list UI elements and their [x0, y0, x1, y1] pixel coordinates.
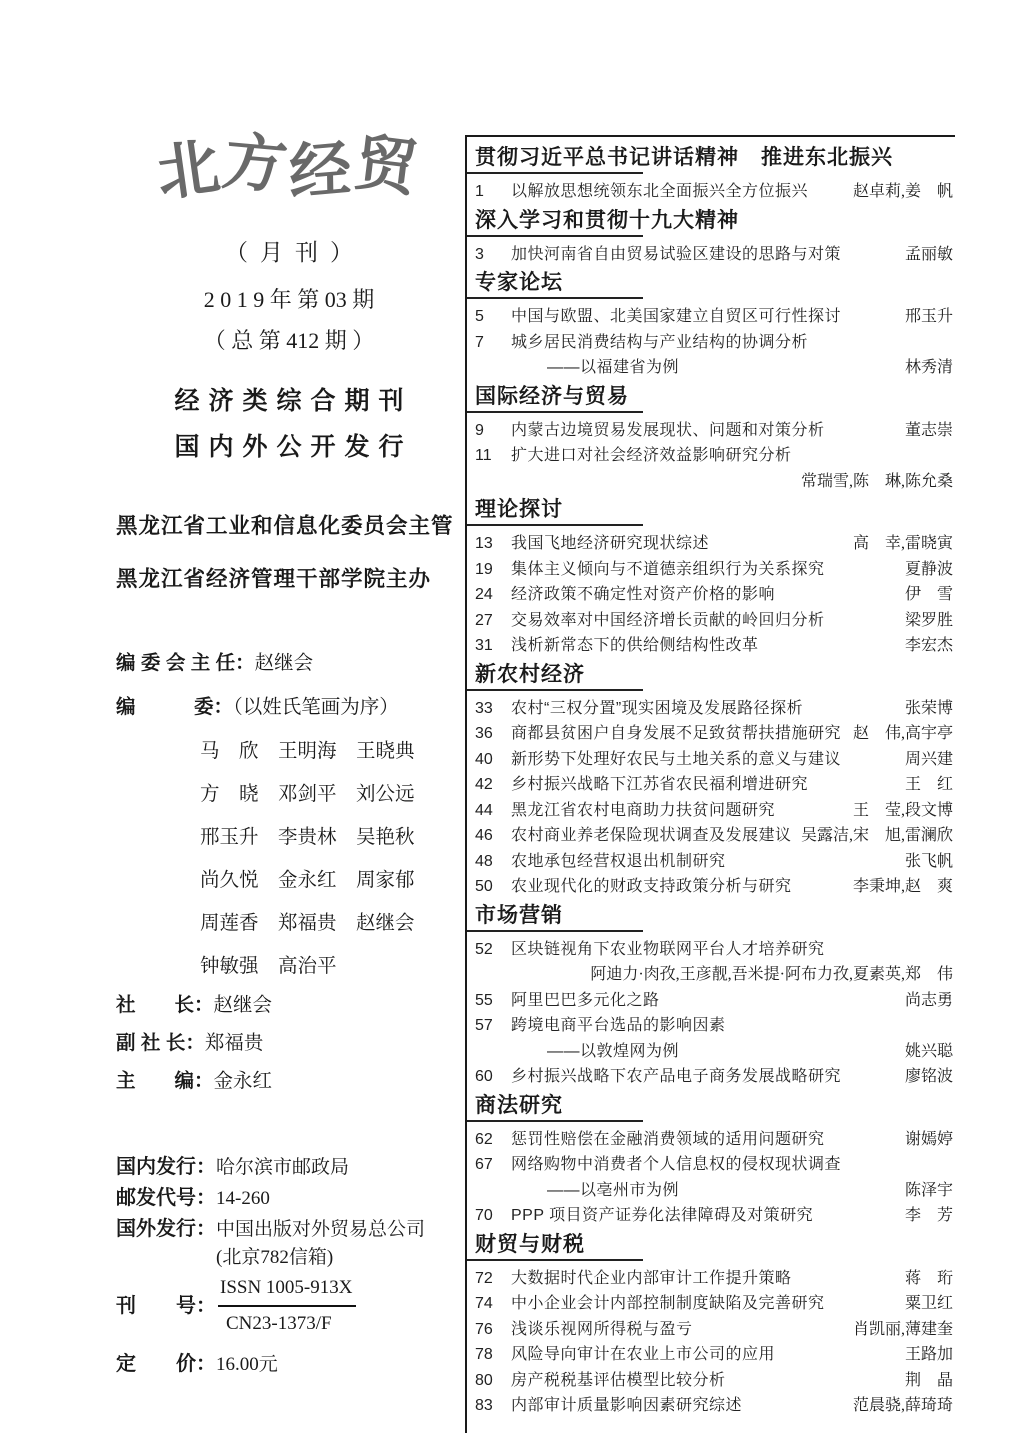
toc-entry-row — [467, 582, 953, 608]
toc-section — [467, 270, 953, 381]
entry-title: 以解放思想统领东北全面振兴全方位振兴 — [511, 183, 809, 200]
entry-title: 黑龙江省农村电商助力扶贫问题研究 — [511, 801, 776, 819]
section-title: 市场营销 — [475, 903, 563, 927]
section-title-underline — [467, 1259, 643, 1261]
entry-subtitle-row — [467, 1039, 953, 1065]
president-name: 赵继会 — [213, 995, 273, 1016]
page-number: 13 — [475, 535, 493, 552]
section-title: 国际经济与贸易 — [475, 384, 629, 408]
entry-title: 农村商业养老保险现状调查及发展建议 — [511, 827, 792, 844]
postal-code-label: 邮发代号： — [116, 1187, 216, 1209]
postal-code-value: 14-260 — [216, 1188, 270, 1209]
toc-entry-row — [467, 1342, 953, 1368]
section-title-underline — [467, 1120, 643, 1122]
entry-authors: 肖凯丽,薄建奎 — [852, 1320, 953, 1338]
toc-entry-row — [467, 747, 953, 773]
committee-member-name: 马 欣 — [200, 741, 259, 762]
chair-label: 编 委 会 主 任： — [116, 652, 255, 674]
entry-title: PPP 项目资产证券化法律障碍及对策研究 — [511, 1207, 814, 1224]
page-number: 5 — [475, 308, 484, 325]
toc-entry-row — [467, 798, 953, 824]
section-title: 理论探讨 — [475, 498, 563, 521]
entry-authors: 粟卫红 — [904, 1295, 953, 1312]
page-number: 40 — [475, 750, 493, 768]
issue-number-row — [116, 1273, 462, 1339]
entry-title: 房产税税基评估模型比较分析 — [511, 1371, 726, 1389]
entry-authors: 伊 雪 — [904, 586, 953, 603]
entry-authors: 周兴建 — [904, 750, 953, 768]
page-number: 70 — [475, 1207, 493, 1224]
foreign-address: (北京782信箱) — [216, 1247, 334, 1268]
journal-distribution: 国内外公开发行 — [174, 433, 413, 461]
committee-member-name: 周莲香 — [200, 913, 259, 934]
entry-authors: 阿迪力·肉孜,王彦靓,吾米提·阿布力孜,夏素英,郑 伟 — [590, 966, 953, 983]
entry-title: 内蒙古边境贸易发展现状、问题和对策分析 — [511, 421, 825, 439]
journal-frequency: （月刊） — [225, 240, 365, 265]
toc-entry-row — [467, 1127, 953, 1153]
page-number: 67 — [475, 1156, 493, 1173]
toc-entry-row — [467, 721, 953, 747]
entry-authors-row — [467, 469, 953, 495]
committee-member-name: 刘公远 — [356, 784, 415, 805]
page-number: 42 — [475, 776, 493, 793]
toc-entry-row — [467, 772, 953, 798]
issue-no-label: 刊 号： — [116, 1295, 216, 1317]
entry-authors: 赵 伟,高宇亭 — [852, 725, 953, 742]
logo-character: 北 — [152, 128, 228, 211]
page-number: 57 — [475, 1017, 493, 1034]
entry-authors: 陈泽宇 — [904, 1181, 953, 1199]
page-number: 11 — [475, 447, 492, 464]
toc-entry-row — [467, 1393, 953, 1419]
organizer-line: 黑龙江省经济管理干部学院主办 — [116, 567, 432, 591]
toc-entry-row — [467, 330, 953, 356]
entry-title: 区块链视角下农业物联网平台人才培养研究 — [511, 940, 825, 958]
toc-entry-row — [467, 1152, 953, 1178]
entry-authors: 荆 晶 — [904, 1371, 953, 1389]
committee-member-name: 钟敏强 — [200, 956, 259, 977]
section-title: 商法研究 — [475, 1093, 563, 1117]
page-number: 52 — [475, 940, 493, 958]
entry-title: 浅析新常态下的供给侧结构性改革 — [511, 637, 759, 654]
entry-authors: 林秀清 — [904, 359, 953, 376]
entry-authors: 梁罗胜 — [904, 611, 953, 629]
entry-subtitle: ——以敦煌网为例 — [547, 1042, 680, 1060]
toc-section — [467, 1232, 953, 1419]
committee-member-name: 郑福贵 — [278, 913, 337, 934]
page-number: 48 — [475, 852, 493, 870]
entry-title: 扩大进口对社会经济效益影响研究分析 — [511, 447, 792, 464]
page-number: 33 — [475, 699, 493, 717]
section-title-underline — [467, 930, 643, 932]
page-number: 9 — [475, 421, 484, 439]
page-number: 1 — [475, 183, 484, 200]
toc-entry-row — [467, 1317, 953, 1343]
toc-entry-row — [467, 557, 953, 583]
issn-number: ISSN 1005-913X — [218, 1273, 356, 1307]
page-number: 76 — [475, 1320, 493, 1338]
page-number: 19 — [475, 560, 493, 578]
entry-authors: 李 芳 — [904, 1207, 953, 1224]
page-number: 7 — [475, 333, 484, 351]
entry-title: 乡村振兴战略下农产品电子商务发展战略研究 — [511, 1068, 842, 1085]
toc-section — [467, 1093, 953, 1229]
toc-section — [467, 145, 953, 205]
toc-section — [467, 384, 953, 495]
issue-total-line: （ 总 第 412 期 ） — [203, 328, 375, 353]
price-value: 16.00元 — [216, 1354, 278, 1375]
entry-title: 浅谈乐视网所得税与盈亏 — [511, 1320, 693, 1338]
entry-subtitle: ——以福建省为例 — [547, 359, 680, 376]
entry-authors: 张飞帆 — [904, 852, 953, 870]
page-number: 27 — [475, 611, 493, 629]
chief-editor-row — [116, 1070, 462, 1093]
entry-subtitle-row — [467, 1178, 953, 1204]
section-title-underline — [467, 172, 643, 174]
entry-title: 我国飞地经济研究现状综述 — [511, 535, 710, 552]
section-title: 贯彻习近平总书记讲话精神 推进东北振兴 — [475, 146, 893, 169]
journal-category: 经济类综合期刊 — [174, 387, 413, 415]
toc-entry-row — [467, 937, 953, 963]
issue-number-line: 2 0 1 9 年 第 03 期 — [203, 287, 375, 312]
entry-authors: 夏静波 — [904, 560, 953, 578]
entry-title: 加快河南省自由贸易试验区建设的思路与对策 — [511, 245, 842, 263]
entry-authors: 王路加 — [904, 1346, 953, 1363]
entry-title: 城乡居民消费结构与产业结构的协调分析 — [511, 333, 809, 351]
entry-subtitle-row — [467, 355, 953, 381]
president-row — [116, 994, 462, 1017]
foreign-label: 国外发行： — [116, 1218, 216, 1240]
entry-authors: 孟丽敏 — [904, 245, 953, 263]
committee-member-name: 尚久悦 — [200, 870, 259, 891]
toc-entry-row — [467, 608, 953, 634]
entry-authors: 姚兴聪 — [904, 1042, 953, 1060]
committee-member-name: 邓剑平 — [278, 784, 337, 805]
page-number: 78 — [475, 1346, 493, 1363]
foreign-value: 中国出版对外贸易总公司 — [216, 1219, 426, 1240]
entry-authors: 范晨骁,薛琦琦 — [852, 1397, 953, 1414]
president-label: 社 长： — [116, 994, 214, 1016]
committee-member-name: 王晓典 — [356, 741, 415, 762]
chief-editor-label: 主 编： — [116, 1070, 214, 1092]
toc-entry-row — [467, 1291, 953, 1317]
page-number: 80 — [475, 1371, 493, 1389]
entry-title: 农地承包经营权退出机制研究 — [511, 852, 726, 870]
postal-code-row — [116, 1183, 462, 1214]
section-title-underline — [467, 297, 643, 299]
entry-title: 经济政策不确定性对资产价格的影响 — [511, 586, 776, 603]
editorial-chair-row — [116, 647, 462, 675]
page-number: 62 — [475, 1130, 493, 1148]
entry-title: 集体主义倾向与不道德亲组织行为关系探究 — [511, 560, 825, 578]
toc-entry-row — [467, 849, 953, 875]
committee-member-name: 吴艳秋 — [356, 827, 415, 848]
committee-member-name: 方 晓 — [200, 784, 259, 805]
toc-entry-row — [467, 1064, 953, 1090]
page-number: 74 — [475, 1295, 493, 1312]
entry-authors: 李宏杰 — [904, 637, 953, 654]
foreign-distribution-row — [116, 1214, 462, 1245]
domestic-value: 哈尔滨市邮政局 — [216, 1157, 350, 1178]
entry-title: 中小企业会计内部控制制度缺陷及完善研究 — [511, 1295, 825, 1312]
page-number: 72 — [475, 1269, 493, 1287]
entry-authors-row — [467, 962, 953, 988]
toc-entry-row — [467, 874, 953, 900]
committee-member-name: 赵继会 — [356, 913, 415, 934]
toc — [465, 135, 955, 1433]
page-number: 55 — [475, 991, 493, 1009]
logo-character: 贸 — [351, 125, 426, 206]
entry-authors: 王 莹,段文博 — [852, 801, 953, 819]
page-number: 50 — [475, 878, 493, 895]
page-number: 24 — [475, 586, 493, 603]
entry-title: 惩罚性赔偿在金融消费领域的适用问题研究 — [511, 1130, 825, 1148]
entry-authors: 常瑞雪,陈 琳,陈允桑 — [800, 472, 953, 490]
logo-character: 经 — [288, 131, 356, 210]
section-title: 深入学习和贯彻十九大精神 — [475, 208, 739, 232]
section-title: 专家论坛 — [475, 271, 563, 294]
page-number: 3 — [475, 245, 484, 263]
chair-name: 赵继会 — [254, 653, 314, 674]
cn-number: CN23-1373/F — [226, 1313, 332, 1334]
vice-president-label: 副 社 长： — [116, 1032, 205, 1054]
entry-title: 风险导向审计在农业上市公司的应用 — [511, 1346, 776, 1363]
entry-title: 交易效率对中国经济增长贡献的岭回归分析 — [511, 611, 825, 629]
entry-authors: 赵卓莉,姜 帆 — [852, 183, 953, 200]
toc-entry-row — [467, 823, 953, 849]
entry-title: 新形势下处理好农民与土地关系的意义与建议 — [511, 750, 842, 768]
entry-authors: 廖铭波 — [904, 1068, 953, 1085]
entry-authors: 高 幸,雷晓寅 — [852, 535, 953, 552]
toc-entry-row — [467, 242, 953, 268]
publishing-info-block — [116, 1152, 462, 1380]
committee-member-name: 李贵林 — [278, 827, 337, 848]
journal-logo — [116, 118, 462, 222]
domestic-distribution-row — [116, 1152, 462, 1183]
section-title-underline — [467, 235, 643, 237]
section-title-underline — [467, 411, 643, 413]
entry-authors: 吴露洁,宋 旭,雷澜欣 — [800, 827, 953, 844]
page-number: 83 — [475, 1397, 493, 1414]
committee-label: 编 委： — [116, 696, 234, 718]
vice-president-row — [116, 1032, 462, 1055]
entry-authors: 谢嫣婷 — [904, 1130, 953, 1148]
price-label: 定 价： — [116, 1353, 216, 1375]
issn-cn-fraction — [218, 1273, 356, 1339]
toc-entry-row — [467, 531, 953, 557]
section-title: 新农村经济 — [475, 662, 585, 686]
toc-entry-row — [467, 1203, 953, 1229]
section-title-underline — [467, 689, 643, 691]
entry-title: 跨境电商平台选品的影响因素 — [511, 1017, 726, 1034]
page-number: 60 — [475, 1068, 493, 1085]
section-title: 财贸与财税 — [475, 1232, 585, 1256]
entry-title: 内部审计质量影响因素研究综述 — [511, 1397, 743, 1414]
entry-authors: 王 红 — [904, 776, 953, 793]
committee-member-name: 邢玉升 — [200, 827, 259, 848]
toc-entry-row — [467, 696, 953, 722]
page-number: 46 — [475, 827, 493, 844]
vice-president-name: 郑福贵 — [204, 1033, 264, 1054]
committee-note: （以姓氏笔画为序） — [233, 697, 399, 718]
toc-entry-row — [467, 179, 953, 205]
toc-entry-row — [467, 443, 953, 469]
toc-entry-row — [467, 1266, 953, 1292]
toc-entry-row — [467, 418, 953, 444]
entry-authors: 李秉坤,赵 爽 — [852, 878, 953, 895]
toc-section — [467, 903, 953, 1090]
toc-section — [467, 662, 953, 900]
committee-member-name: 周家郁 — [356, 870, 415, 891]
toc-section — [467, 497, 953, 659]
page-number: 36 — [475, 725, 493, 742]
entry-authors: 尚志勇 — [904, 991, 953, 1009]
entry-title: 农村“三权分置”现实困境及发展路径探析 — [511, 699, 804, 717]
committee-members-grid — [200, 735, 462, 978]
editorial-committee-row — [116, 691, 462, 719]
entry-title: 乡村振兴战略下江苏省农民福利增进研究 — [511, 776, 809, 793]
entry-authors: 蒋 珩 — [904, 1269, 953, 1287]
toc-section — [467, 208, 953, 268]
toc-entry-row — [467, 304, 953, 330]
entry-authors: 张荣博 — [904, 699, 953, 717]
entry-subtitle: ——以亳州市为例 — [547, 1181, 680, 1199]
chief-editor-name: 金永红 — [213, 1071, 273, 1092]
entry-title: 大数据时代企业内部审计工作提升策略 — [511, 1269, 792, 1287]
page-number: 44 — [475, 801, 493, 819]
section-title-underline — [467, 524, 643, 526]
supervisor-line: 黑龙江省工业和信息化委员会主管 — [116, 514, 454, 538]
journal-info-column — [116, 118, 462, 1093]
committee-member-name: 高治平 — [278, 956, 337, 977]
entry-title: 商都县贫困户自身发展不足致贫帮扶措施研究 — [511, 725, 842, 742]
toc-entry-row — [467, 633, 953, 659]
entry-authors: 董志崇 — [904, 421, 953, 439]
entry-title: 阿里巴巴多元化之路 — [511, 991, 660, 1009]
entry-title: 网络购物中消费者个人信息权的侵权现状调查 — [511, 1156, 842, 1173]
price-row — [116, 1349, 462, 1380]
committee-member-name: 王明海 — [278, 741, 337, 762]
entry-title: 农业现代化的财政支持政策分析与研究 — [511, 878, 792, 895]
page-number: 31 — [475, 637, 493, 654]
committee-member-name: 金永红 — [278, 870, 337, 891]
toc-entry-row — [467, 1368, 953, 1394]
domestic-label: 国内发行： — [116, 1156, 216, 1178]
logo-character: 方 — [216, 124, 297, 203]
toc-entry-row — [467, 1013, 953, 1039]
entry-title: 中国与欧盟、北美国家建立自贸区可行性探讨 — [511, 308, 842, 325]
toc-entry-row — [467, 988, 953, 1014]
entry-authors: 邢玉升 — [904, 308, 953, 325]
